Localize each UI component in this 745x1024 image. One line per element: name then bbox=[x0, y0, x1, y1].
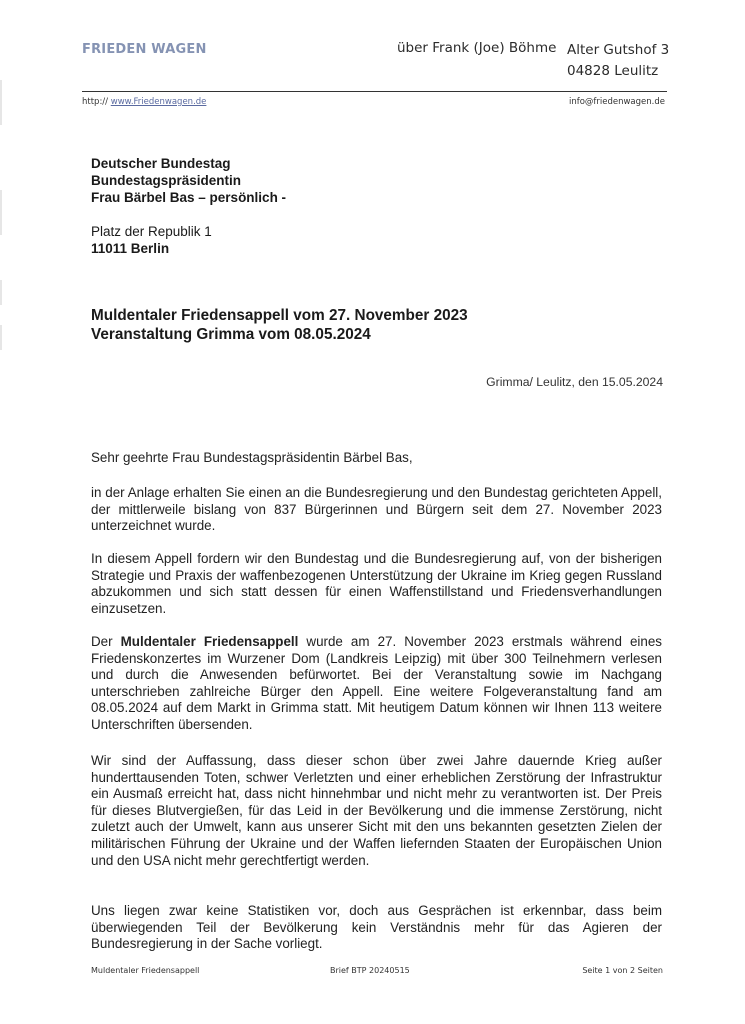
scan-edge-mark bbox=[0, 80, 2, 125]
sender-street: Alter Gutshof 3 bbox=[567, 42, 670, 58]
subject-block bbox=[91, 306, 468, 344]
website-link[interactable]: www.Friedenwagen.de bbox=[110, 97, 207, 107]
recipient-title: Bundestagspräsidentin bbox=[91, 173, 242, 188]
header-divider bbox=[82, 91, 667, 92]
website bbox=[82, 97, 206, 107]
recipient-institution: Deutscher Bundestag bbox=[91, 156, 231, 171]
footer-reference: Brief BTP 20240515 bbox=[330, 966, 410, 975]
appeal-name-bold: Muldentaler Friedensappell bbox=[120, 634, 299, 649]
sender-via: über Frank (Joe) Böhme bbox=[397, 40, 557, 56]
body-paragraph-3 bbox=[91, 634, 662, 734]
subject-line-2: Veranstaltung Grimma vom 08.05.2024 bbox=[91, 326, 371, 343]
footer-title: Muldentaler Friedensappell bbox=[91, 966, 200, 975]
body-paragraph-1: in der Anlage erhalten Sie einen an die Bundesregierung und den Bundestag gerichteten Appell, der mittlerweile bislang von 837 Bürgerinnen und Bürgern seit dem 27. November 2023 unterzeichnet wurde. bbox=[91, 485, 662, 534]
email-address: info@friedenwagen.de bbox=[568, 97, 665, 107]
scan-edge-mark bbox=[0, 325, 2, 350]
recipient-city: 11011 Berlin bbox=[91, 241, 170, 256]
scan-edge-mark bbox=[0, 280, 2, 305]
recipient-block bbox=[91, 155, 286, 257]
body-paragraph-4: Wir sind der Auffassung, dass dieser schon über zwei Jahre dauernde Krieg außer hunderttausenden Toten, schwer Verletzten und einer erheblichen Zerstörung der Infrastruktur ein Ausmaß erreicht hat, dass nicht hinnehmbar und nicht mehr zu verantworten ist. Der Preis für dieses Blutvergießen, für das Leid in der Bevölkerung und die immense Zerstörung, nicht zuletzt auch der Umwelt, kann aus unserer Sicht mit den uns bekannten gesetzten Zielen der militärischen Führung der Ukraine und der Waffen liefernden Staaten der Europäischen Union und den USA nicht mehr gerechtfertigt werden. bbox=[91, 753, 662, 868]
recipient-street: Platz der Republik 1 bbox=[91, 224, 212, 239]
sender-city: 04828 Leulitz bbox=[567, 63, 659, 79]
salutation: Sehr geehrte Frau Bundestagspräsidentin Bärbel Bas, bbox=[91, 450, 413, 465]
brand-name: FRIEDEN WAGEN bbox=[82, 42, 207, 57]
website-prefix: http:// bbox=[82, 97, 109, 107]
footer-page-number: Seite 1 von 2 Seiten bbox=[582, 966, 663, 975]
body-paragraph-2: In diesem Appell fordern wir den Bundestag und die Bundesregierung auf, von der bisherigen Strategie und Praxis der waffenbezogenen Unterstützung der Ukraine im Krieg gegen Russland abzukommen und sich statt dessen für einen Waffenstillstand und Friedensverhandlungen einzusetzen. bbox=[91, 551, 662, 616]
sender-address bbox=[567, 40, 669, 82]
recipient-name: Frau Bärbel Bas – persönlich - bbox=[91, 190, 287, 205]
p3-text: wurde am 27. November 2023 erstmals während eines Friedenskonzertes im Wurzener Dom (Landkreis Leipzig) mit über 300 Teilnehmern verlesen und durch die Anwesenden befürwortet. Bei der Veranstaltung sowie im Nachgang unterschrieben zahlreiche Bürger den Appell. Eine weitere Folgeveranstaltung fand am 08.05.2024 auf dem Markt in Grimma statt. Mit heutigem Datum können wir Ihnen 113 weitere Unterschriften übersenden. bbox=[91, 634, 663, 732]
p3-lead: Der bbox=[91, 634, 121, 649]
date-line: Grimma/ Leulitz, den 15.05.2024 bbox=[486, 375, 663, 389]
body-paragraph-5: Uns liegen zwar keine Statistiken vor, doch aus Gesprächen ist erkennbar, dass beim überwiegenden Teil der Bevölkerung kein Verständnis mehr für das Agieren der Bundesregierung in der Sache vorliegt. bbox=[91, 903, 662, 952]
subject-line-1: Muldentaler Friedensappell vom 27. November 2023 bbox=[91, 307, 468, 324]
scan-edge-mark bbox=[0, 190, 2, 235]
